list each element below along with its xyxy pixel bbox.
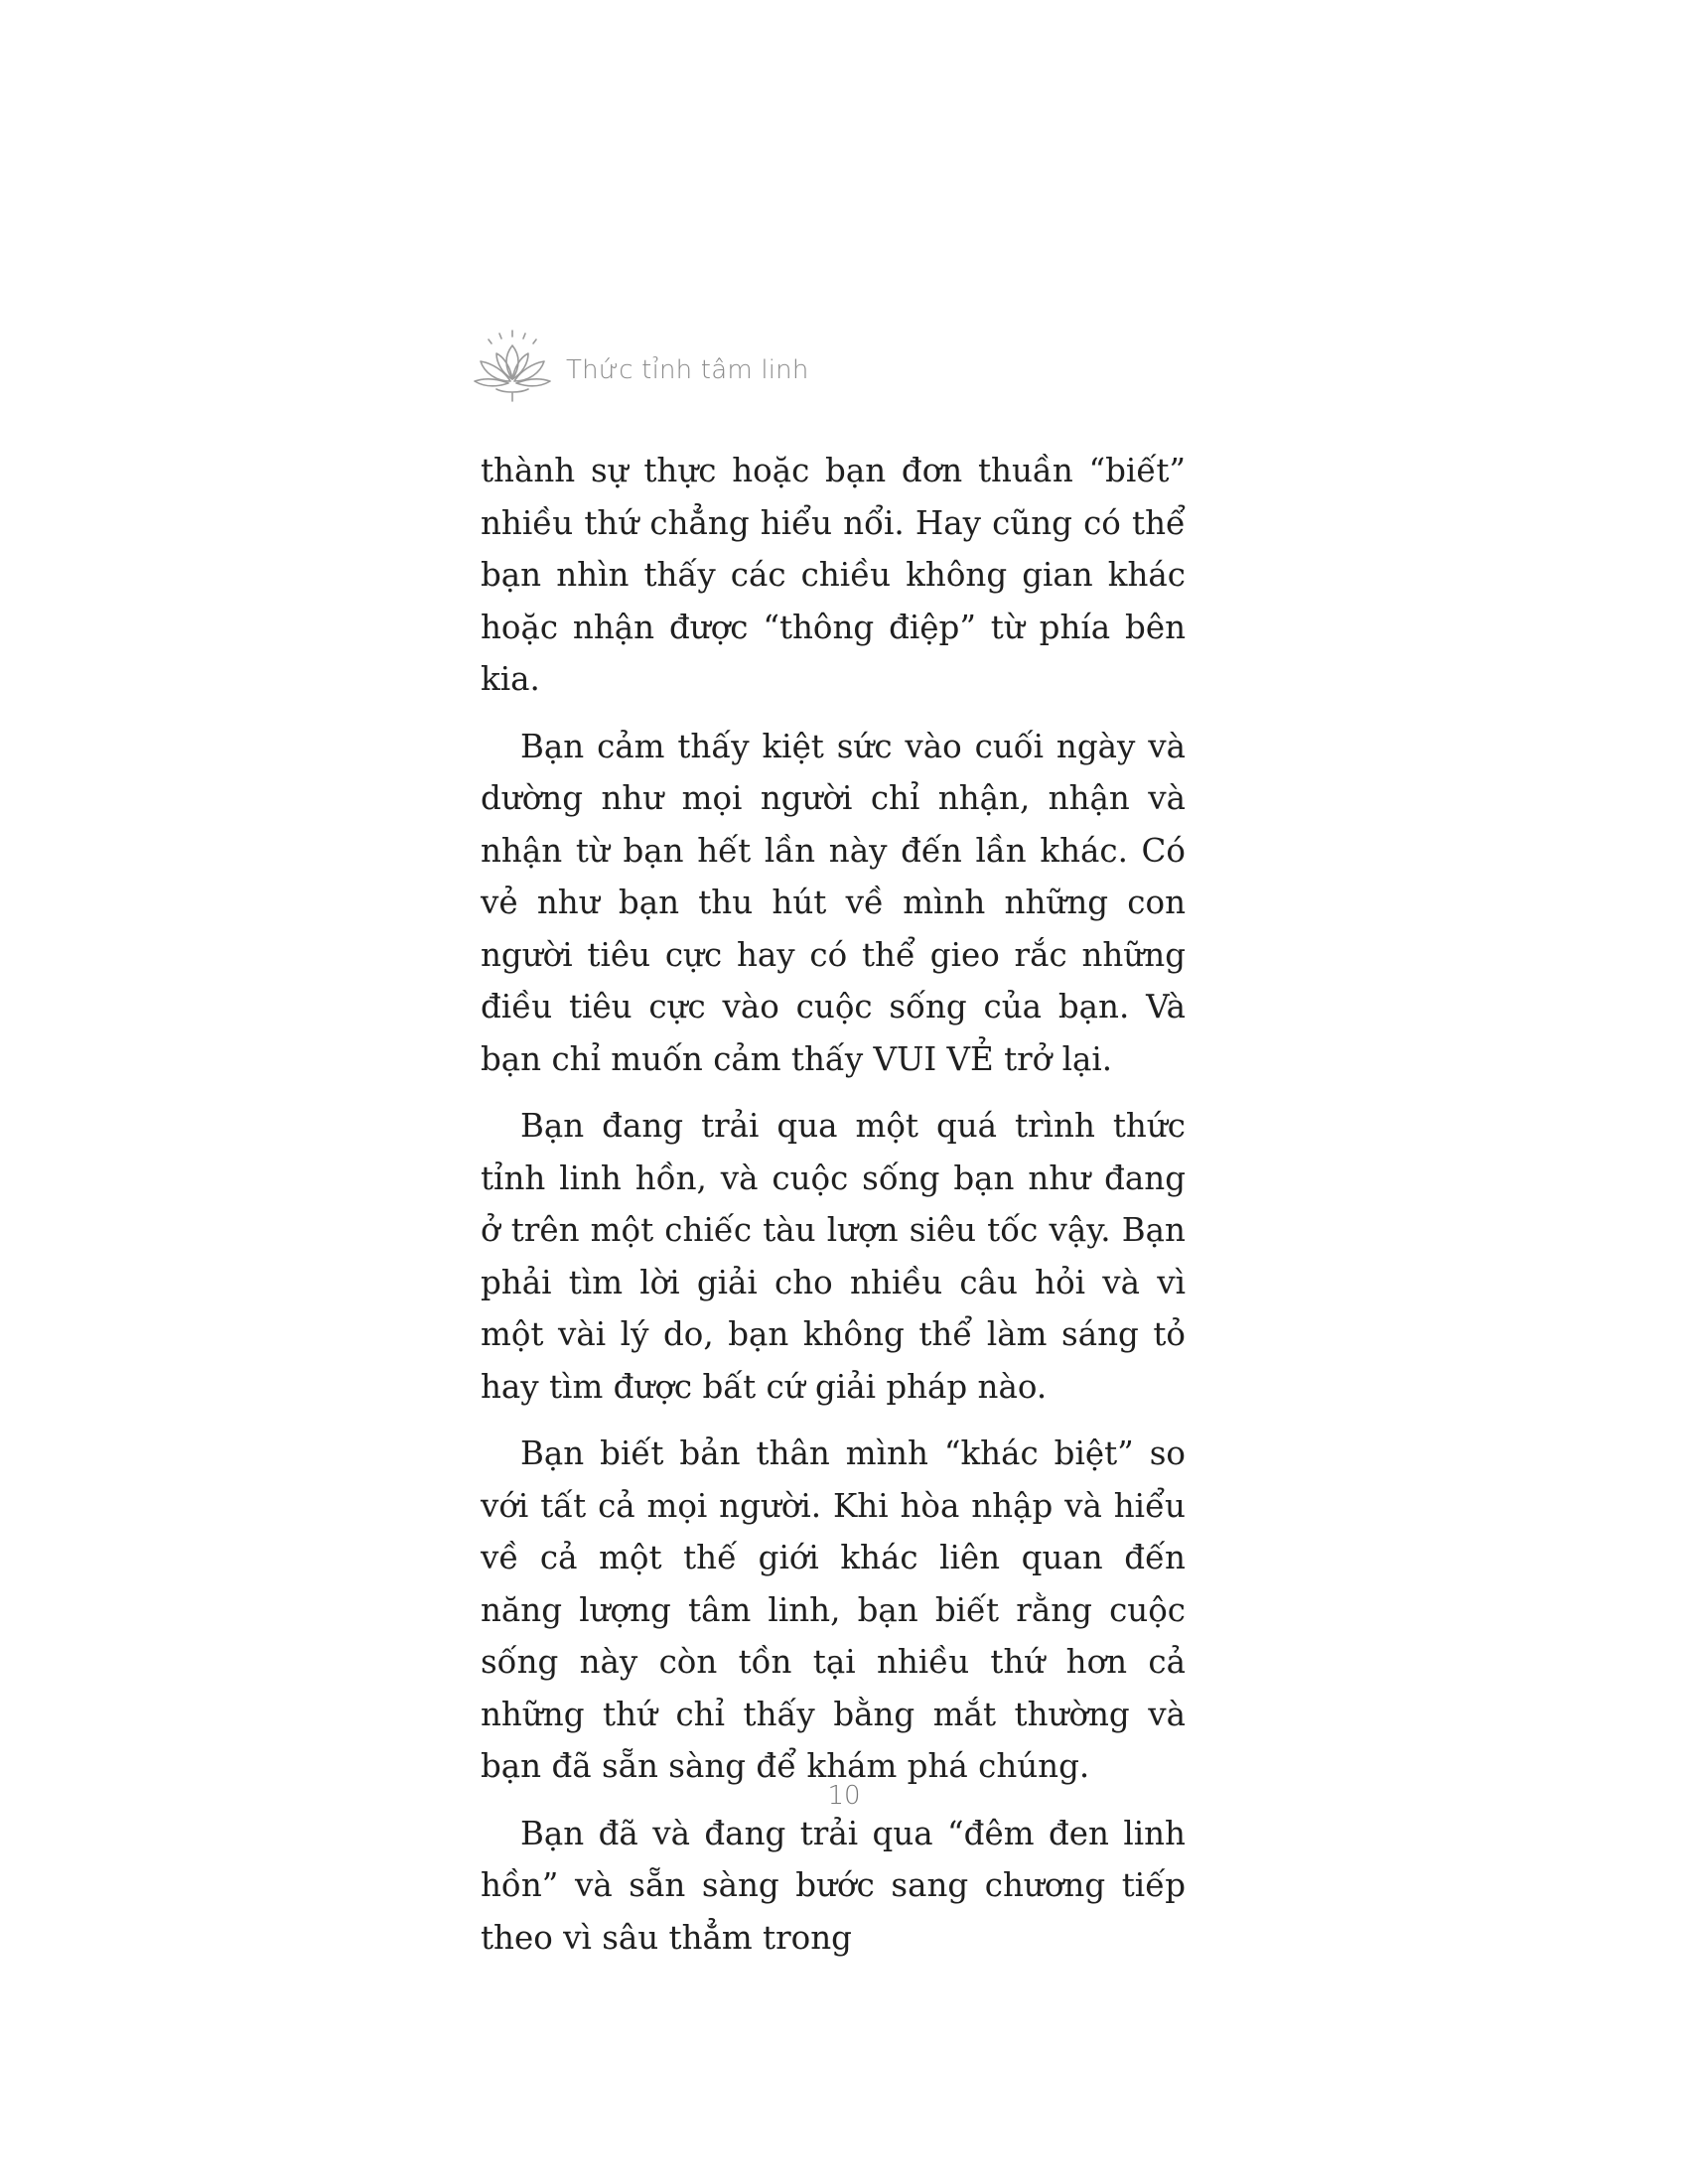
- page-body: [481, 445, 1186, 1979]
- paragraph-3: Bạn đang trải qua một quá trình thức tỉnh linh hồn, và cuộc sống bạn như đang ở trên một chiếc tàu lượn siêu tốc vậy. Bạn phải tìm lời giải cho nhiều câu hỏi và vì một vài lý do, bạn không thể làm sáng tỏ hay tìm được bất cứ giải pháp nào.: [481, 1107, 1186, 1406]
- page-number: 10: [827, 1781, 861, 1811]
- paragraph-1: thành sự thực hoặc bạn đơn thuần “biết” nhiều thứ chẳng hiểu nổi. Hay cũng có thể bạn nhìn thấy các chiều không gian khác hoặc nhận được “thông điệp” từ phía bên kia.: [481, 452, 1186, 698]
- paragraph-2: Bạn cảm thấy kiệt sức vào cuối ngày và dường như mọi người chỉ nhận, nhận và nhận từ bạn hết lần này đến lần khác. Có vẻ như bạn thu hút về mình những con người tiêu cực hay có thể gieo rắc những điều tiêu cực vào cuộc sống của bạn. Và bạn chỉ muốn cảm thấy VUI VẺ trở lại.: [481, 727, 1186, 1078]
- lotus-icon: [467, 328, 558, 407]
- paragraph-5: Bạn đã và đang trải qua “đêm đen linh hồn” và sẵn sàng bước sang chương tiếp theo vì sâu thẳm trong: [481, 1814, 1186, 1957]
- running-header-title: Thức tỉnh tâm linh: [566, 355, 809, 385]
- running-header: [467, 328, 809, 407]
- paragraph-4: Bạn biết bản thân mình “khác biệt” so với tất cả mọi người. Khi hòa nhập và hiểu về cả một thế giới khác liên quan đến năng lượng tâm linh, bạn biết rằng cuộc sống này còn tồn tại nhiều thứ hơn cả những thứ chỉ thấy bằng mắt thường và bạn đã sẵn sàng để khám phá chúng.: [481, 1434, 1186, 1785]
